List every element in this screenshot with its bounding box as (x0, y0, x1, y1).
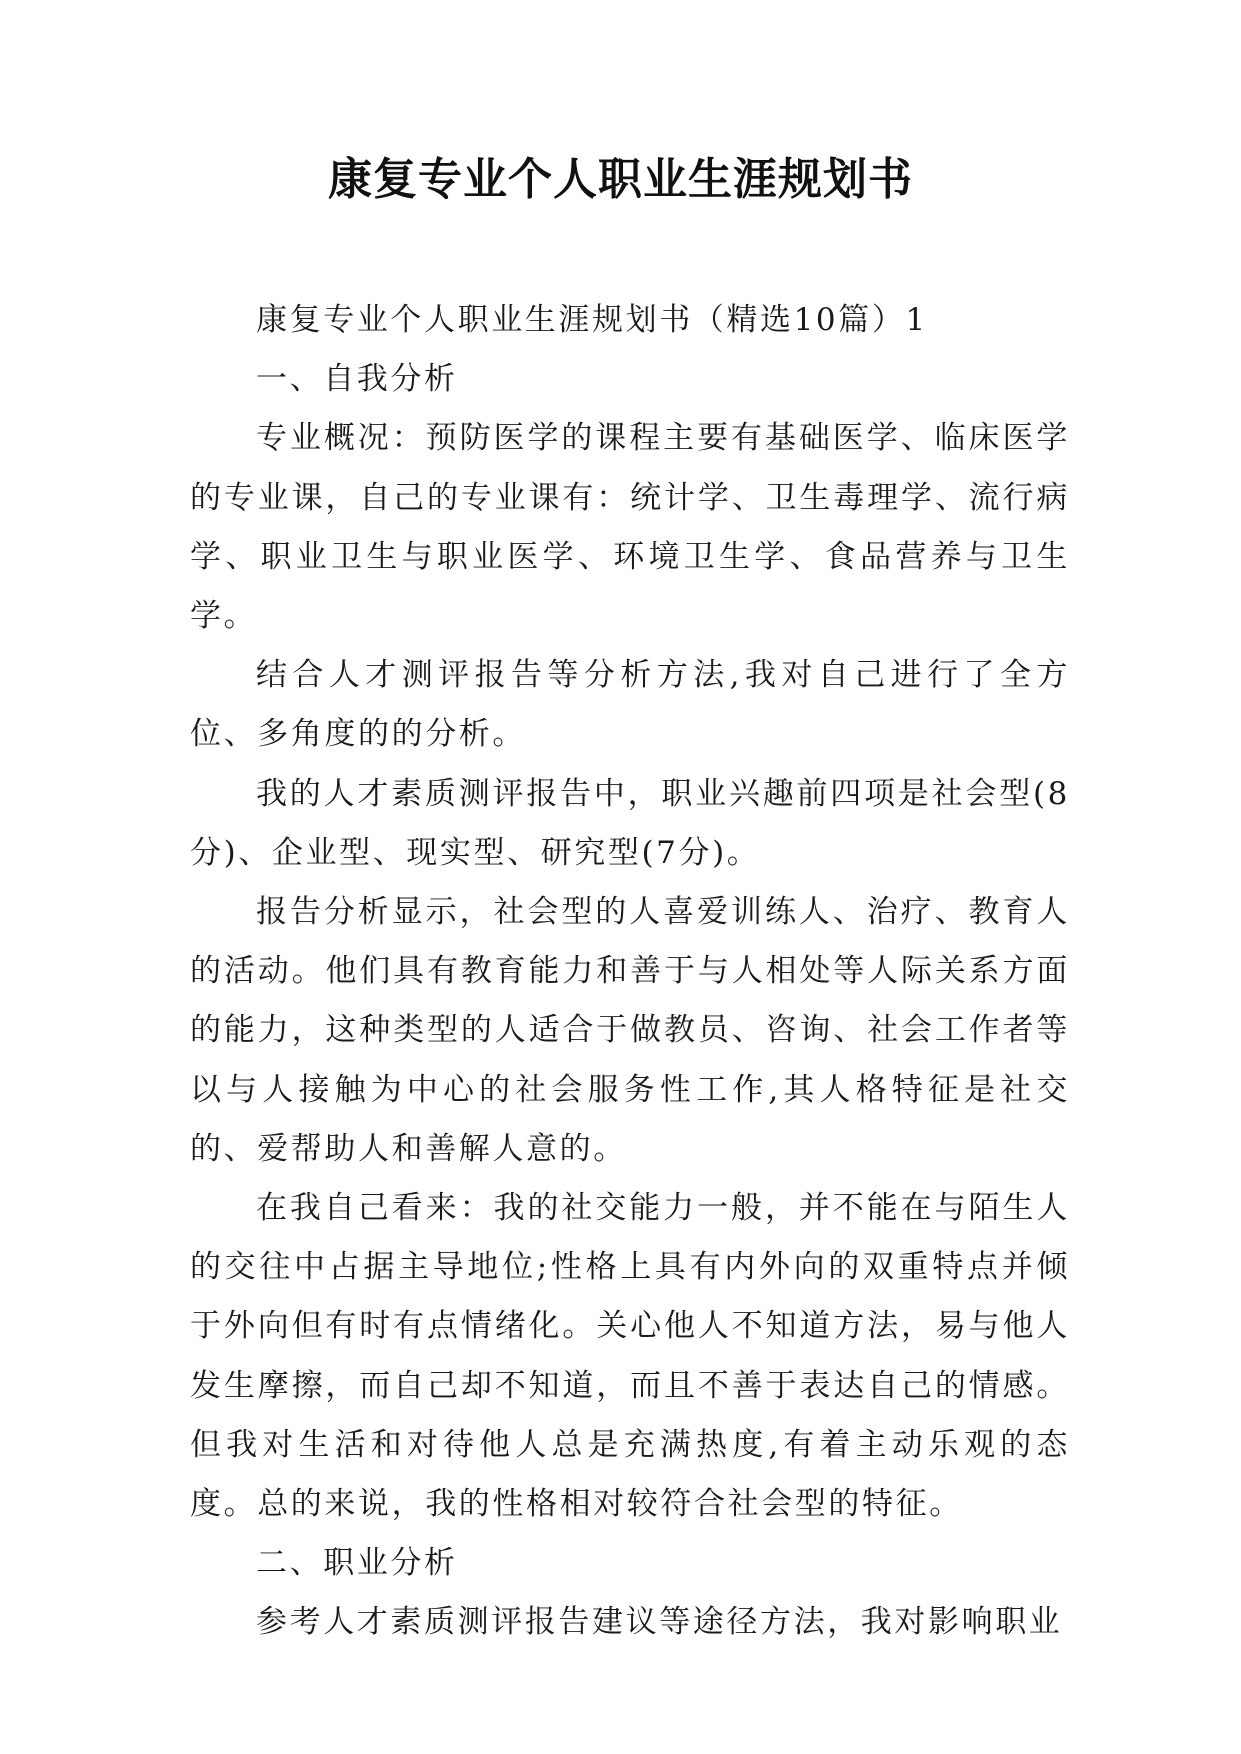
paragraph-self-view: 在我自己看来：我的社交能力一般，并不能在与陌生人的交往中占据主导地位;性格上具有内外向的双重特点并倾于外向但有时有点情绪化。关心他人不知道方法，易与他人发生摩擦，而自己却不知道，而且不善于表达自己的情感。但我对生活和对待他人总是充满热度,有着主动乐观的态度。总的来说，我的性格相对较符合社会型的特征。 (190, 1190, 1070, 1523)
section-heading-self-analysis: 一、自我分析 (256, 361, 458, 398)
paragraph-career-factors: 参考人才素质测评报告建议等途径方法，我对影响职业 (256, 1604, 1063, 1641)
paragraph-analysis-method: 结合人才测评报告等分析方法,我对自己进行了全方位、多角度的的分析。 (190, 657, 1070, 753)
paragraph-test-report: 我的人才素质测评报告中，职业兴趣前四项是社会型(8分)、企业型、现实型、研究型(7分)。 (190, 775, 1070, 871)
document-title: 康复专业个人职业生涯规划书 (328, 154, 913, 205)
section-heading-career-analysis: 二、职业分析 (256, 1545, 458, 1582)
document-body (190, 291, 1070, 1653)
paragraph-professional-overview: 专业概况：预防医学的课程主要有基础医学、临床医学的专业课，自己的专业课有：统计学、卫生毒理学、流行病学、职业卫生与职业医学、环境卫生学、食品营养与卫生学。 (190, 420, 1070, 635)
paragraph-report-analysis: 报告分析显示，社会型的人喜爱训练人、治疗、教育人的活动。他们具有教育能力和善于与人相处等人际关系方面的能力，这种类型的人适合于做教员、咨询、社会工作者等以与人接触为中心的社会服务性工作,其人格特征是社交的、爱帮助人和善解人意的。 (190, 894, 1070, 1167)
paragraph-heading-collection: 康复专业个人职业生涯规划书（精选10篇）1 (256, 302, 928, 338)
